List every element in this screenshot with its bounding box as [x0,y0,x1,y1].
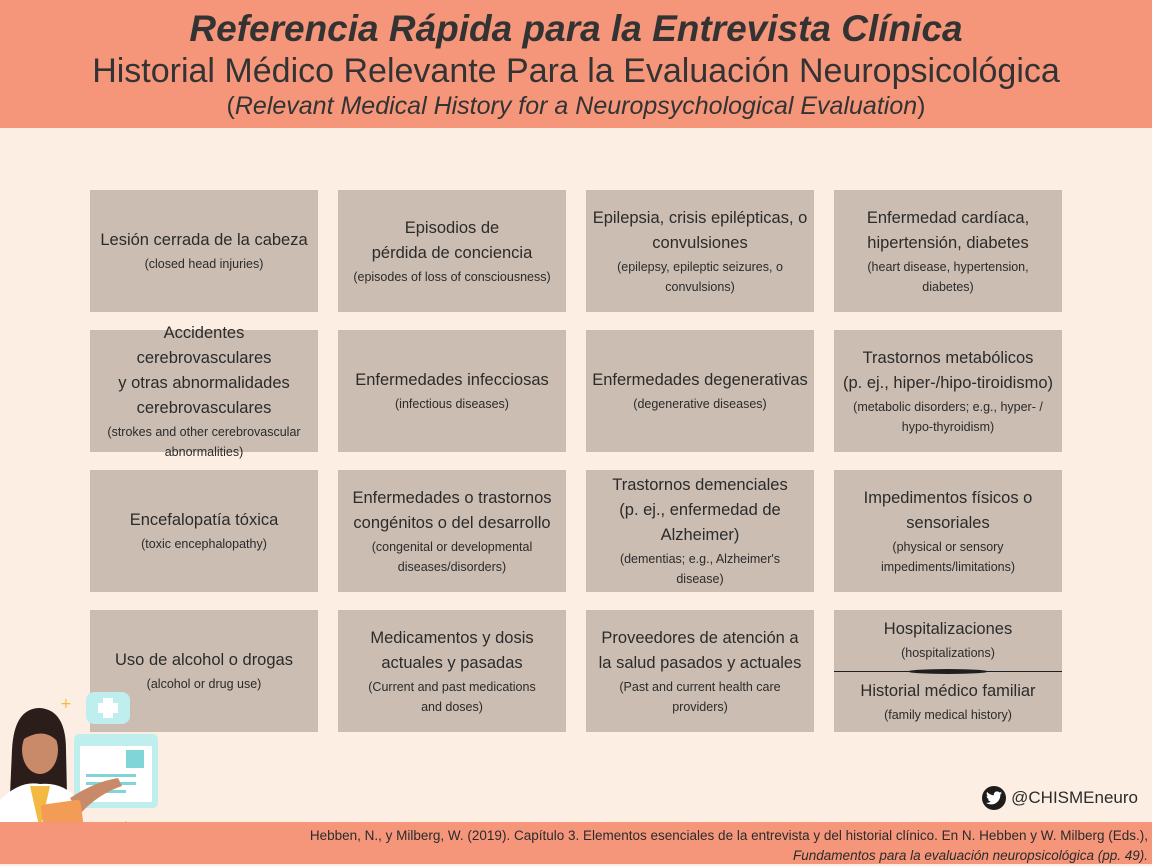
family-history-section [834,671,1062,732]
sparkle-icon: + [60,696,72,712]
card-label-es: Lesión cerrada de la cabeza [100,231,308,249]
page-title: Referencia Rápida para la Entrevista Clínica [189,8,963,49]
card-label-es: Proveedores de atención a la salud pasados y actuales [598,628,802,672]
card-medications [338,610,566,732]
history-grid [90,190,1062,732]
card-label-en: (alcohol or drug use) [146,677,262,691]
translation-text: Relevant Medical History for a Neuropsychological Evaluation [234,92,918,120]
card-label-es: Epilepsia, crisis epilépticas, o convulsiones [592,208,808,252]
card-label-en: (degenerative diseases) [633,397,767,411]
card-label-es: Enfermedades degenerativas [592,371,808,389]
card-label-en: (infectious diseases) [395,397,509,411]
card-label-en: (family medical history) [884,707,1012,722]
card-label-en: (hospitalizations) [901,646,995,661]
card-label-en: (strokes and other cerebrovascular abnormalities) [107,424,301,459]
page-subtitle: Historial Médico Relevante Para la Evaluación Neuropsicológica [92,52,1060,90]
twitter-handle[interactable] [982,786,1138,810]
card-physical-impediments [834,470,1062,592]
card-label-en: (metabolic disorders; e.g., hyper- / hypo-thyroidism) [853,399,1043,434]
card-degenerative-diseases [586,330,814,452]
card-label-es: Uso de alcohol o drogas [115,651,293,669]
card-label-es: Encefalopatía tóxica [129,511,279,529]
citation [310,826,1148,866]
card-label-en: (dementias; e.g., Alzheimer's disease) [619,552,781,586]
hospitalizations-section [834,610,1062,671]
card-label-es: Episodios de pérdida de conciencia [371,218,533,262]
card-label-en: (Past and current health care providers) [619,679,781,714]
card-label-en: (heart disease, hypertension, diabetes) [867,259,1029,294]
card-label-es: Historial médico familiar [860,681,1036,700]
card-strokes [90,323,318,459]
card-closed-head-injuries [90,190,318,312]
card-label-en: (episodes of loss of consciousness) [353,269,551,284]
card-health-care-providers [586,610,814,732]
twitter-icon [982,786,1006,810]
citation-line-1: Hebben, N., y Milberg, W. (2019). Capítulo 3. Elementos esenciales de la entrevista y del historial clínico. En N. Hebben y W. Milberg (Eds.), [309,828,1148,843]
section-divider [834,671,1062,672]
citation-line-2: Fundamentos para la evaluación neuropsicológica (pp. 49). [793,848,1148,863]
card-label-en: (toxic encephalopathy) [141,537,267,551]
card-metabolic-disorders [834,330,1062,452]
card-label-es: Trastornos demenciales (p. ej., enfermedad de Alzheimer) [612,476,788,544]
card-label-es: Impedimentos físicos o sensoriales [863,488,1033,532]
card-label-es: Enfermedades o trastornos congénitos o del desarrollo [352,488,552,532]
card-label-es: Medicamentos y dosis actuales y pasadas [370,628,534,672]
paren-open: ( [226,92,235,120]
card-label-es: Accidentes cerebrovasculares y otras abnormalidades cerebrovasculares [118,323,290,417]
card-heart-disease [834,190,1062,312]
header-banner [0,0,1152,128]
card-label-en: (closed head injuries) [144,257,264,271]
card-infectious-diseases [338,330,566,452]
card-label-en: (congenital or developmental diseases/disorders) [371,539,533,574]
card-congenital-disorders [338,470,566,592]
card-label-es: Hospitalizaciones [883,620,1013,639]
card-loss-of-consciousness [338,190,566,312]
card-label-en: (epilepsy, epileptic seizures, o convulsions) [617,259,783,294]
card-epilepsy [586,190,814,312]
page-translation [0,92,1152,121]
card-hospitalizations-family-history [834,610,1062,732]
card-label-es: Trastornos metabólicos (p. ej., hiper-/hipo-tiroidismo) [843,348,1053,392]
card-label-en: (Current and past medications and doses) [368,679,536,714]
paren-close: ) [917,92,926,120]
card-label-es: Enfermedades infecciosas [355,371,549,389]
card-label-es: Enfermedad cardíaca, hipertensión, diabetes [866,208,1030,252]
card-label-en: (physical or sensory impediments/limitations) [880,539,1016,574]
twitter-handle-text: @CHISMEneuro [1011,788,1138,807]
card-toxic-encephalopathy [90,470,318,592]
card-dementias [586,470,814,592]
